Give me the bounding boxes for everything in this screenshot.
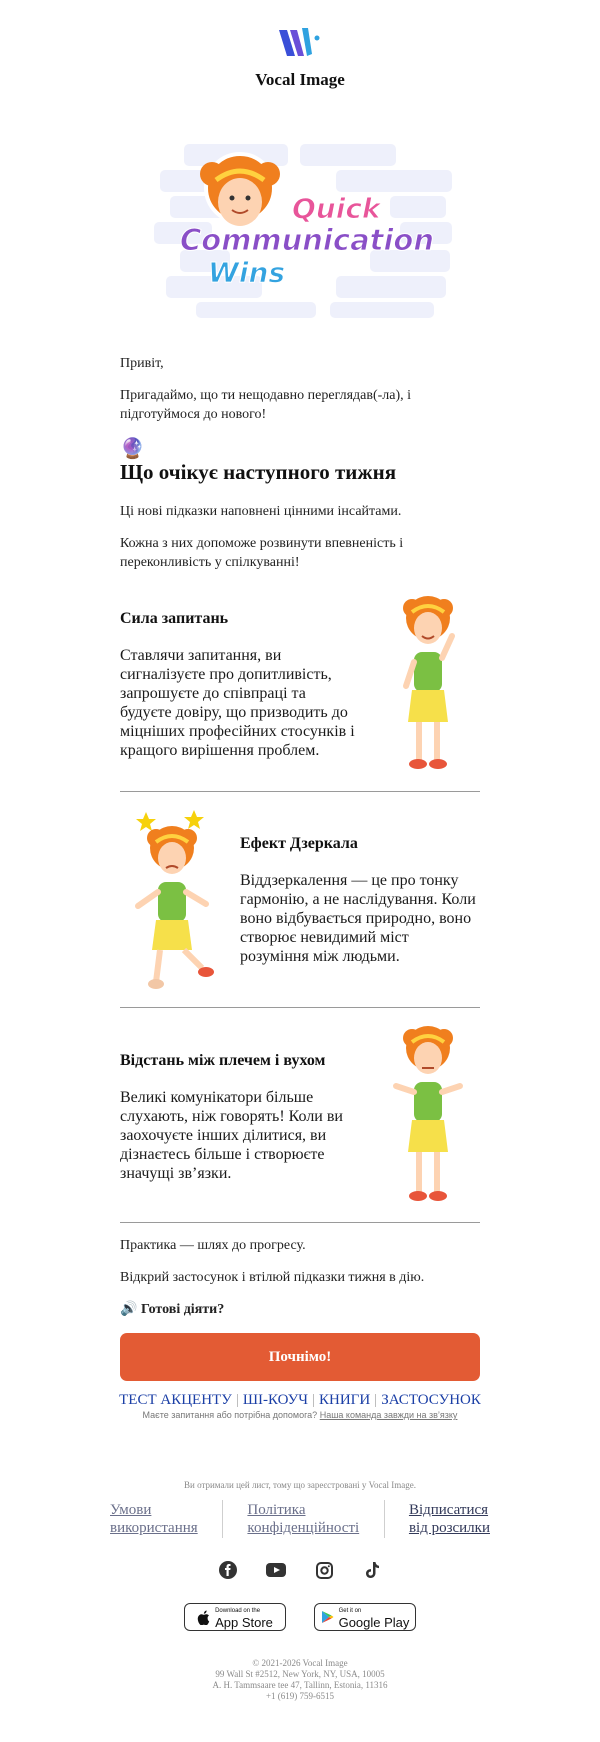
divider-2 <box>120 1007 480 1008</box>
unsubscribe-link[interactable] <box>409 1501 490 1537</box>
hero-word-wins: Wins <box>208 256 286 289</box>
intro-p1: Ці нові підказки наповнені цінними інсайтами. <box>120 504 402 519</box>
privacy-line-1: Політика <box>247 1502 306 1518</box>
social-links <box>218 1560 382 1580</box>
ready-text: Готові діяти? <box>140 1302 225 1317</box>
copyright: © 2021-2026 Vocal Image <box>252 1658 348 1668</box>
help-text: Маєте запитання або потрібна допомога? <box>142 1410 318 1420</box>
hero-banner <box>140 140 460 320</box>
google-play-badge[interactable] <box>314 1603 416 1631</box>
tiktok-icon[interactable] <box>362 1560 382 1580</box>
link-app[interactable]: ЗАСТОСУНОК <box>381 1392 481 1408</box>
hero-illustration <box>140 140 460 320</box>
terms-link[interactable] <box>110 1501 198 1537</box>
speaker-icon: 🔊 <box>120 1302 138 1317</box>
link-separator: | <box>235 1392 239 1408</box>
link-ai-coach[interactable]: ШІ-КОУЧ <box>242 1392 308 1408</box>
app-store-badge[interactable] <box>184 1603 286 1631</box>
privacy-line-2: конфіденційності <box>247 1520 360 1536</box>
footer-separator <box>222 1500 223 1538</box>
character-shrug-illustration <box>390 1016 466 1210</box>
section-heading: Що очікує наступного тижня <box>120 460 397 484</box>
phone: +1 (619) 759-6515 <box>265 1691 335 1701</box>
character-pointing-illustration <box>392 586 464 778</box>
gplay-small-text: Get it on <box>338 1607 362 1614</box>
tip-1-title: Сила запитань <box>120 610 229 627</box>
unsubscribe-line-2: від розсилки <box>408 1520 490 1536</box>
apple-icon <box>197 1610 210 1625</box>
link-separator: | <box>311 1392 315 1408</box>
terms-line-2: використання <box>110 1520 198 1536</box>
divider-3 <box>120 1222 480 1223</box>
start-button[interactable]: Почнімо! <box>120 1333 480 1381</box>
help-line <box>0 1410 600 1420</box>
ready-line <box>120 1300 480 1319</box>
appstore-small-text: Download on the <box>215 1607 261 1614</box>
tip-2-title: Ефект Дзеркала <box>240 835 358 852</box>
character-confused-illustration <box>126 806 222 992</box>
intro-line: Пригадаймо, що ти нещодавно переглядав(-ла), і підготуймося до нового! <box>120 388 412 422</box>
support-link[interactable]: Наша команда завжди на зв’язку <box>319 1410 458 1420</box>
google-play-icon <box>321 1610 334 1624</box>
greeting: Привіт, <box>120 356 164 371</box>
unsubscribe-line-1: Відписатися <box>408 1502 489 1518</box>
youtube-icon[interactable] <box>266 1560 286 1580</box>
appstore-big-text: App Store <box>215 1614 273 1630</box>
intro-p2: Кожна з них допоможе розвинути впевненість і переконливість у спілкуванні! <box>120 536 404 570</box>
terms-line-1: Умови <box>110 1502 152 1518</box>
outro-p2: Відкрий застосунок і втілюй підказки тижня в дію. <box>120 1270 425 1285</box>
footer-address <box>0 1658 600 1702</box>
hero-word-quick: Quick <box>292 192 381 225</box>
footer-separator <box>384 1500 385 1538</box>
privacy-link[interactable] <box>247 1501 359 1537</box>
facebook-icon[interactable] <box>218 1560 238 1580</box>
link-separator: | <box>374 1392 378 1408</box>
gplay-big-text: Google Play <box>338 1614 410 1630</box>
divider-1 <box>120 791 480 792</box>
tip-2-text: Віддзеркалення — це про тонку гармонію, а не наслідування. Коли воно відбувається природно, воно створює невидимий міст розуміння між людьми. <box>240 872 476 965</box>
crystal-ball-icon: 🔮 <box>120 436 145 460</box>
outro-p1: Практика — шлях до прогресу. <box>120 1238 306 1253</box>
link-books[interactable]: КНИГИ <box>318 1392 371 1408</box>
brand-name: Vocal Image <box>255 70 345 89</box>
instagram-icon[interactable] <box>314 1560 334 1580</box>
quick-links <box>0 1392 600 1409</box>
vocal-image-logo-icon <box>277 26 323 60</box>
brand-logo[interactable] <box>0 26 600 64</box>
link-accent-test[interactable]: ТЕСТ АКЦЕНТУ <box>119 1392 232 1408</box>
tip-3-title: Відстань між плечем і вухом <box>120 1052 326 1069</box>
hero-word-communication: Communication <box>180 223 435 257</box>
address-line-2: A. H. Tammsaare tee 47, Tallinn, Estonia, 11316 <box>212 1680 388 1690</box>
footer-reason: Ви отримали цей лист, тому що зареєстровані у Vocal Image. <box>184 1480 416 1490</box>
tip-1-text: Ставлячи запитання, ви сигналізуєте про допитливість, запрошуєте до співпраці та будуєте довіру, що призводить до міцніших професійних стосунків і кращого вирішення проблем. <box>120 647 355 759</box>
address-line-1: 99 Wall St #2512, New York, NY, USA, 10005 <box>215 1669 385 1679</box>
footer-links <box>110 1500 490 1538</box>
tip-3-text: Великі комунікатори більше слухають, ніж говорять! Коли ви заохочуєте інших ділитися, ви дізнаєтесь більше і створюєте значущі зв’язки. <box>120 1089 343 1182</box>
